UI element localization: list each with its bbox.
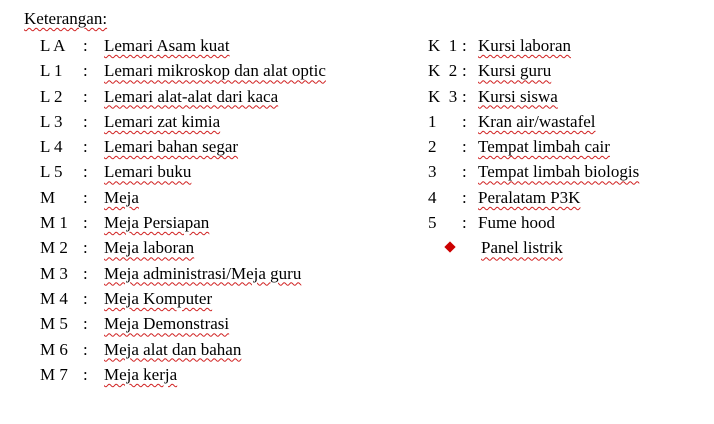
legend-separator: : bbox=[83, 36, 88, 55]
legend-separator: : bbox=[462, 111, 467, 131]
legend-code: M 7 bbox=[40, 364, 68, 384]
legend-separator: : bbox=[83, 86, 88, 106]
legend-description: Meja bbox=[104, 187, 139, 207]
legend-separator: : bbox=[83, 61, 88, 81]
legend-description: Lemari buku bbox=[104, 162, 192, 182]
legend-description: Meja kerja bbox=[104, 364, 178, 384]
legend-description: Kursi guru bbox=[478, 61, 552, 81]
legend-description: Lemari alat-alat dari kaca bbox=[104, 86, 279, 106]
legend-separator: : bbox=[83, 364, 88, 384]
legend-description: Kursi siswa bbox=[478, 86, 558, 106]
legend-code: L 2 bbox=[40, 86, 63, 106]
legend-code: L 3 bbox=[40, 111, 63, 131]
legend-description: Meja Demonstrasi bbox=[104, 314, 230, 334]
legend-code: L A bbox=[40, 36, 66, 55]
legend-code: M 3 bbox=[40, 263, 68, 283]
legend-separator: : bbox=[83, 162, 88, 182]
legend-description: Kran air/wastafel bbox=[478, 111, 596, 131]
legend-code: M 2 bbox=[40, 238, 68, 258]
legend-description: Panel listrik bbox=[481, 238, 563, 258]
legend-separator: : bbox=[83, 111, 88, 131]
legend-code: L 5 bbox=[40, 162, 63, 182]
legend-code: L 1 bbox=[40, 61, 63, 81]
legend-code: M bbox=[40, 187, 56, 207]
legend-separator: : bbox=[462, 86, 467, 106]
legend-code: 1 bbox=[428, 111, 437, 131]
legend-description: Lemari zat kimia bbox=[104, 111, 221, 131]
red-diamond-icon bbox=[444, 242, 455, 253]
legend-description: Meja administrasi/Meja guru bbox=[104, 263, 302, 283]
legend-heading: Keterangan: bbox=[24, 9, 108, 28]
legend-code: K 3 bbox=[428, 86, 458, 106]
legend-code: 4 bbox=[428, 187, 437, 207]
legend-code: M 4 bbox=[40, 288, 68, 308]
legend-separator: : bbox=[462, 187, 467, 207]
legend-description: Fume hood bbox=[478, 213, 555, 233]
legend-description: Kursi laboran bbox=[478, 36, 572, 55]
legend-separator: : bbox=[83, 263, 88, 283]
legend-code: M 5 bbox=[40, 314, 68, 334]
legend-code: M 6 bbox=[40, 339, 68, 359]
legend-code: M 1 bbox=[40, 213, 68, 233]
legend-separator: : bbox=[462, 137, 467, 157]
legend-description: Tempat limbah biologis bbox=[478, 162, 640, 182]
legend-separator: : bbox=[83, 137, 88, 157]
legend-description: Tempat limbah cair bbox=[478, 137, 610, 157]
legend-separator: : bbox=[83, 339, 88, 359]
legend-description: Meja Komputer bbox=[104, 288, 213, 308]
legend-code: L 4 bbox=[40, 137, 63, 157]
legend-code: K 1 bbox=[428, 36, 458, 55]
legend-separator: : bbox=[83, 238, 88, 258]
legend-code: 2 bbox=[428, 137, 437, 157]
legend-separator: : bbox=[83, 314, 88, 334]
legend-description: Peralatam P3K bbox=[478, 187, 581, 207]
legend-separator: : bbox=[462, 36, 467, 55]
legend-description: Meja alat dan bahan bbox=[104, 339, 242, 359]
legend-separator: : bbox=[462, 213, 467, 233]
legend-code: K 2 bbox=[428, 61, 458, 81]
legend-description: Lemari mikroskop dan alat optic bbox=[104, 61, 326, 81]
legend-description: Lemari bahan segar bbox=[104, 137, 239, 157]
legend-description: Meja laboran bbox=[104, 238, 195, 258]
legend-description: Lemari Asam kuat bbox=[104, 36, 230, 55]
legend-description: Meja Persiapan bbox=[104, 213, 210, 233]
legend-separator: : bbox=[83, 187, 88, 207]
legend-code: 3 bbox=[428, 162, 437, 182]
legend-code: 5 bbox=[428, 213, 437, 233]
legend-separator: : bbox=[462, 61, 467, 81]
legend-separator: : bbox=[83, 213, 88, 233]
legend-separator: : bbox=[462, 162, 467, 182]
legend-separator: : bbox=[83, 288, 88, 308]
